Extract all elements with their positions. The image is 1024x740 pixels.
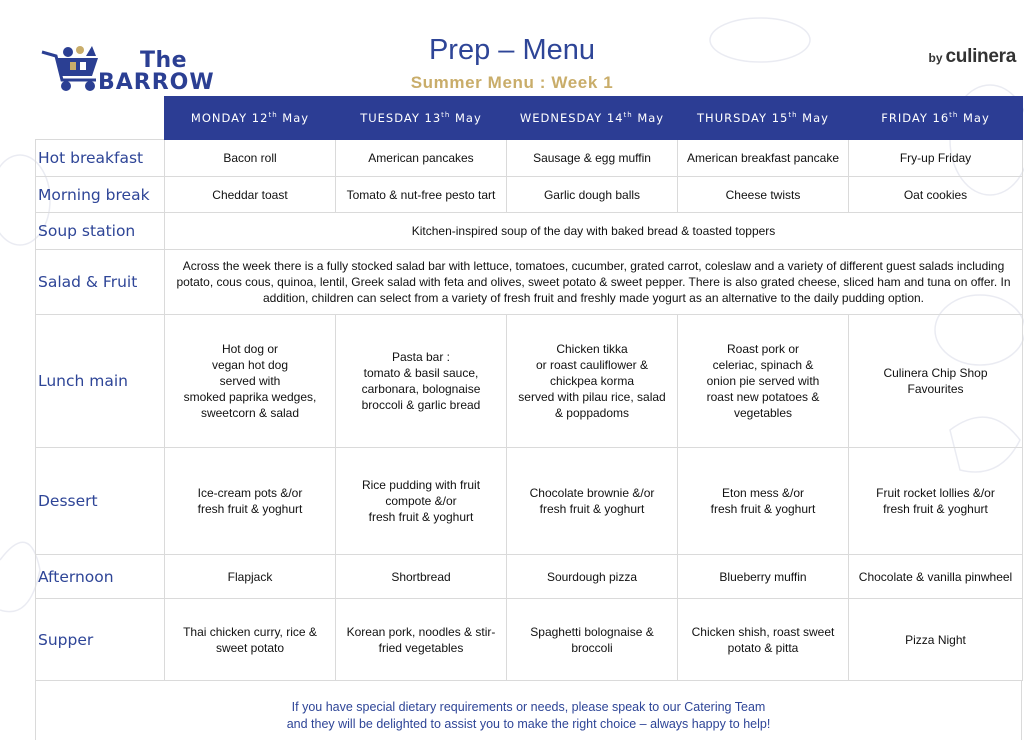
logo-line-the: The — [140, 48, 188, 73]
menu-item: Sausage & egg muffin — [507, 140, 678, 177]
row-label: Afternoon — [36, 555, 165, 599]
menu-item: Pizza Night — [849, 599, 1023, 681]
menu-item: Garlic dough balls — [507, 177, 678, 213]
row-hot-breakfast — [36, 140, 1023, 177]
menu-item: Chocolate brownie &/or fresh fruit & yoghurt — [507, 448, 678, 555]
day-suffix: th — [268, 111, 278, 120]
day-name: TUESDAY 13 — [360, 111, 442, 125]
menu-item: Sourdough pizza — [507, 555, 678, 599]
menu-item: Roast pork or celeriac, spinach & onion pie served with roast new potatoes & vegetables — [678, 315, 849, 448]
footer-line-1: If you have special dietary requirements or needs, please speak to our Catering Team — [291, 700, 766, 714]
day-name: WEDNESDAY 14 — [519, 111, 624, 125]
menu-item: American pancakes — [336, 140, 507, 177]
brand-by: by — [928, 51, 943, 65]
menu-item: Shortbread — [336, 555, 507, 599]
menu-item: Tomato & nut-free pesto tart — [336, 177, 507, 213]
soup-description: Kitchen-inspired soup of the day with baked bread & toasted toppers — [165, 213, 1023, 250]
culinera-brand — [929, 46, 1016, 68]
menu-table — [35, 96, 1023, 681]
menu-item: Hot dog or vegan hot dog served with smoked paprika wedges, sweetcorn & salad — [165, 315, 336, 448]
menu-item: Korean pork, noodles & stir- fried vegetables — [336, 599, 507, 681]
menu-item: Blueberry muffin — [678, 555, 849, 599]
menu-item: Cheddar toast — [165, 177, 336, 213]
page-subtitle: Summer Menu : Week 1 — [410, 73, 614, 92]
menu-item: Pasta bar : tomato & basil sauce, carbonara, bolognaise broccoli & garlic bread — [336, 315, 507, 448]
row-label: Salad & Fruit — [36, 250, 165, 315]
row-label: Lunch main — [36, 315, 165, 448]
menu-item: Chocolate & vanilla pinwheel — [849, 555, 1023, 599]
day-header-wednesday — [507, 97, 678, 140]
row-label: Soup station — [36, 213, 165, 250]
day-name: MONDAY 12 — [190, 111, 269, 125]
page-header — [0, 0, 1024, 96]
row-lunch-main — [36, 315, 1023, 448]
menu-item: Chicken tikka or roast cauliflower & chickpea korma served with pilau rice, salad & poppadoms — [507, 315, 678, 448]
row-soup-station — [36, 213, 1023, 250]
menu-item: Culinera Chip Shop Favourites — [849, 315, 1023, 448]
row-supper — [36, 599, 1023, 681]
menu-item: Rice pudding with fruit compote &/or fresh fruit & yoghurt — [336, 448, 507, 555]
menu-item: Fry-up Friday — [849, 140, 1023, 177]
menu-item: Eton mess &/or fresh fruit & yoghurt — [678, 448, 849, 555]
day-suffix: th — [623, 111, 633, 120]
menu-item: Bacon roll — [165, 140, 336, 177]
day-header-friday — [849, 97, 1023, 140]
brand-name: culinera — [945, 46, 1016, 67]
day-month: May — [632, 111, 665, 125]
day-suffix: th — [949, 111, 959, 120]
day-suffix: th — [441, 111, 451, 120]
day-header-thursday — [678, 97, 849, 140]
menu-item: American breakfast pancake — [678, 140, 849, 177]
row-morning-break — [36, 177, 1023, 213]
page-title: Prep – Menu — [428, 34, 596, 66]
row-label: Hot breakfast — [36, 140, 165, 177]
menu-item: Fruit rocket lollies &/or fresh fruit & yoghurt — [849, 448, 1023, 555]
day-month: May — [277, 111, 310, 125]
menu-item: Chicken shish, roast sweet potato & pitta — [678, 599, 849, 681]
row-salad-fruit — [36, 250, 1023, 315]
row-afternoon — [36, 555, 1023, 599]
salad-description: Across the week there is a fully stocked salad bar with lettuce, tomatoes, cucumber, grated carrot, coleslaw and a variety of different guest salads including potato, cous cous, quinoa, lentil, Greek salad with feta and olives, sweet potato & sweet pepper. There is also grated cheese, sliced ham and tuna on offer. In addition, children can select from a variety of fresh fruit and freshly made yogurt as an alternative to the daily pudding option. — [165, 250, 1023, 315]
dietary-footer — [35, 680, 1022, 740]
day-header-monday — [165, 97, 336, 140]
day-suffix: th — [788, 111, 798, 120]
menu-item: Ice-cream pots &/or fresh fruit & yoghurt — [165, 448, 336, 555]
day-month: May — [797, 111, 829, 125]
row-label: Supper — [36, 599, 165, 681]
day-name: FRIDAY 16 — [881, 111, 950, 125]
day-header-row — [36, 97, 1023, 140]
day-header-tuesday — [336, 97, 507, 140]
menu-item: Flapjack — [165, 555, 336, 599]
menu-item: Oat cookies — [849, 177, 1023, 213]
day-month: May — [450, 111, 482, 125]
logo-line-barrow: BARROW — [98, 70, 215, 95]
day-month: May — [958, 111, 990, 125]
menu-item: Cheese twists — [678, 177, 849, 213]
day-name: THURSDAY 15 — [697, 111, 789, 125]
row-label: Morning break — [36, 177, 165, 213]
row-label: Dessert — [36, 448, 165, 555]
menu-item: Thai chicken curry, rice & sweet potato — [165, 599, 336, 681]
row-dessert — [36, 448, 1023, 555]
footer-line-2: and they will be delighted to assist you to make the right choice – always happy to help! — [286, 717, 771, 731]
menu-item: Spaghetti bolognaise & broccoli — [507, 599, 678, 681]
header-corner — [36, 97, 165, 140]
